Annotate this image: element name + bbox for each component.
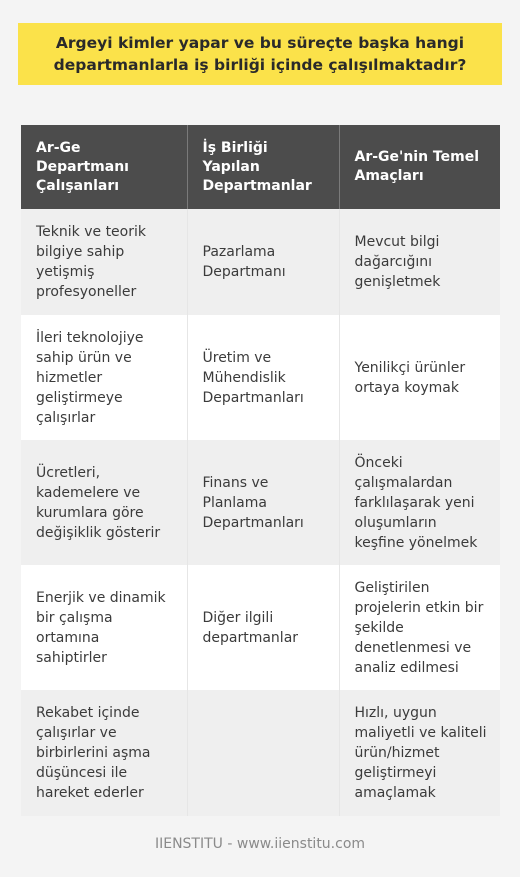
table-cell: Ücretleri, kademelere ve kurumlara göre değişiklik gösterir [21,440,187,565]
table-cell: Üretim ve Mühendislik Departmanları [187,315,339,440]
table-cell: Finans ve Planlama Departmanları [187,440,339,565]
table-cell: Enerjik ve dinamik bir çalışma ortamına sahiptirler [21,565,187,690]
table-row [21,315,500,440]
table-cell: Pazarlama Departmanı [187,209,339,315]
table-cell: Önceki çalışmalardan farklılaşarak yeni oluşumların keşfine yönelmek [339,440,500,565]
table-header-row [21,125,500,209]
table-row [21,440,500,565]
table-cell: Mevcut bilgi dağarcığını genişletmek [339,209,500,315]
table-row [21,690,500,816]
table-cell: Diğer ilgili departmanlar [187,565,339,690]
table-cell: İleri teknolojiye sahip ürün ve hizmetler geliştirmeye çalışırlar [21,315,187,440]
table-cell: Rekabet içinde çalışırlar ve birbirlerini aşma düşüncesi ile hareket ederler [21,690,187,816]
column-header-departments: İş Birliği Yapılan Departmanlar [187,125,339,209]
table-cell: Yenilikçi ürünler ortaya koymak [339,315,500,440]
table-cell [187,690,339,816]
column-header-goals: Ar-Ge'nin Temel Amaçları [339,125,500,209]
table-cell: Teknik ve teorik bilgiye sahip yetişmiş profesyoneller [21,209,187,315]
table-cell: Hızlı, uygun maliyetli ve kaliteli ürün/hizmet geliştirmeyi amaçlamak [339,690,500,816]
footer-credit: IIENSTITU - www.iienstitu.com [154,836,366,852]
table-cell: Geliştirilen projelerin etkin bir şekilde denetlenmesi ve analiz edilmesi [339,565,500,690]
column-header-employees: Ar-Ge Departmanı Çalışanları [21,125,187,209]
info-table [21,125,500,816]
page-title: Argeyi kimler yapar ve bu süreçte başka hangi departmanlarla iş birliği içinde çalışılmaktadır? [53,34,467,74]
table-row [21,565,500,690]
table-row [21,209,500,315]
title-banner [18,23,502,85]
